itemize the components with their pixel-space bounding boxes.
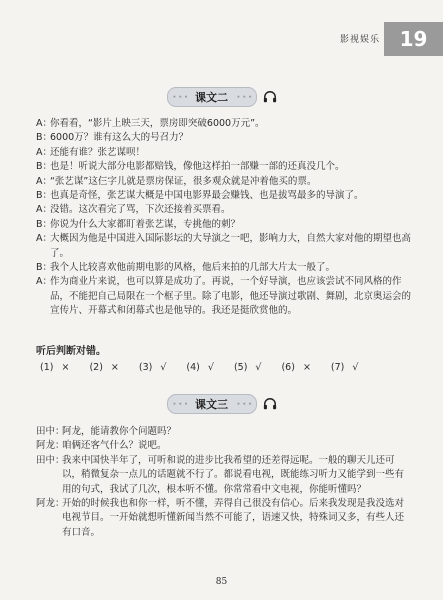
exercise-title: 听后判断对错。 — [36, 346, 106, 357]
speaker-label: B： — [36, 218, 53, 230]
decor-dots-icon: ••• — [236, 94, 255, 101]
answer-number: (1) — [40, 362, 54, 373]
answer-mark: × — [61, 362, 70, 373]
answer-item — [40, 362, 69, 373]
speaker-label: A： — [36, 118, 52, 129]
lesson-two-heading — [0, 86, 443, 108]
speaker-label: B： — [36, 132, 53, 144]
dialogue-line — [36, 160, 412, 174]
speech-text: 也真是奇怪，张艺谋大概是中国电影界最会赚钱、也是拔骂最多的导演了。 — [50, 190, 364, 202]
lesson-three-dialogue — [36, 425, 412, 540]
speech-text: 阿龙，能请教你个问题吗？ — [62, 426, 177, 437]
answer-mark: √ — [160, 362, 167, 373]
speech-text: 也是！听说大部分电影都赔钱，像他这样拍一部赚一部的还真没几个。 — [50, 161, 345, 173]
speech-text: 你看看，“影片上映三天，票房即突破6000万元”。 — [50, 118, 265, 129]
speech-text: 6000万？谁有这么大的号召力？ — [50, 132, 189, 144]
answer-number: (7) — [330, 362, 345, 373]
speaker-label: B： — [36, 161, 53, 173]
speech-text: 咱俩还客气什么？说吧。 — [62, 440, 167, 452]
speech-text: 我来中国快半年了，可听和说的进步比我希望的还差得远呢。一般的聊天儿还可以，稍微复杂一点儿的话题就不行了。都说看电视，既能练习听力又能学到一些有用的句式，我试了几次，根本听不懂。你常常看中文电视，你能听懂吗？ — [62, 454, 405, 495]
headphones-icon[interactable] — [263, 397, 277, 411]
answer-number: (4) — [186, 362, 200, 373]
section-tag: 影视娱乐 — [340, 35, 381, 45]
answer-item — [331, 362, 359, 373]
speaker-label: B： — [36, 190, 53, 202]
speech-text: 我个人比较喜欢他前期电影的风格，他后来拍的几部大片太一般了。 — [50, 262, 336, 274]
lesson-two-title-pill — [167, 87, 257, 107]
speech-text: 没错。这次看完了骂，下次还接着买票看。 — [50, 204, 231, 216]
answer-mark: √ — [255, 362, 262, 373]
answer-item — [234, 362, 262, 373]
dialogue-line — [36, 175, 412, 189]
speech-text: “张艺谋”这仨字儿就是票房保证，很多观众就是冲着他买的票。 — [50, 175, 317, 187]
speaker-label: A： — [36, 276, 52, 288]
dialogue-line — [36, 454, 412, 497]
lesson-two-title: 课文二 — [195, 91, 228, 104]
speaker-label: B： — [36, 262, 53, 274]
dialogue-line — [36, 218, 412, 232]
answer-number: (5) — [233, 362, 248, 373]
speaker-label: 阿龙： — [36, 440, 65, 452]
page-number: 85 — [215, 577, 228, 587]
dialogue-line — [36, 117, 412, 131]
answer-list — [40, 362, 378, 373]
speaker-label: 田中： — [36, 454, 65, 466]
dialogue-line — [36, 275, 412, 318]
dialogue-line — [36, 497, 412, 540]
dialogue-line — [36, 131, 412, 145]
dialogue-line — [36, 261, 412, 275]
answer-number: (2) — [89, 362, 103, 373]
answer-item — [139, 362, 167, 373]
speaker-label: 阿龙： — [36, 498, 65, 510]
decor-dots-icon: ••• — [236, 401, 255, 408]
answer-number: (6) — [281, 362, 295, 373]
answer-item — [89, 362, 118, 373]
speech-text: 作为商业片来说，也可以算是成功了。再说，一个好导演，也应该尝试不同风格的作品，不能把自己局限在一个框子里。除了电影，他还导演过歌剧、舞剧，北京奥运会的宣传片、开幕式和闭幕式也是他导的。我还是挺欣赏他的。 — [50, 276, 412, 317]
answer-item — [281, 362, 310, 373]
speech-text: 开始的时候我也和你一样，听不懂，弄得自己很没有信心。后来我发现是我没选对电视节目。一开始就想听懂新闻当然不可能了，语速又快，特殊词又多，有些人还有口音。 — [62, 498, 405, 538]
dialogue-line — [36, 203, 412, 217]
dialogue-line — [36, 189, 412, 203]
dialogue-line — [36, 146, 412, 160]
answer-item — [186, 362, 214, 373]
speaker-label: A： — [36, 233, 52, 245]
speaker-label: 田中： — [36, 426, 65, 437]
dialogue-line — [36, 439, 412, 453]
lesson-three-title: 课文三 — [195, 398, 228, 411]
lesson-two-dialogue — [36, 117, 412, 319]
answer-mark: × — [302, 362, 311, 373]
speaker-label: A： — [36, 204, 52, 216]
answer-mark: × — [110, 362, 119, 373]
speaker-label: A： — [36, 146, 52, 158]
answer-mark: √ — [207, 362, 214, 373]
speaker-label: A： — [36, 175, 52, 187]
speech-text: 你说为什么大家都盯着张艺谋，专挑他的刺？ — [50, 218, 241, 230]
chapter-number-badge: 19 — [384, 22, 443, 56]
answer-number: (3) — [138, 362, 153, 373]
speech-text: 还能有谁？张艺谋呗！ — [50, 146, 146, 158]
lesson-three-heading — [0, 393, 443, 415]
lesson-three-title-pill — [167, 394, 257, 414]
decor-dots-icon: ••• — [172, 401, 191, 408]
headphones-icon[interactable] — [263, 90, 277, 104]
decor-dots-icon: ••• — [172, 94, 191, 101]
speech-text: 大概因为他是中国进入国际影坛的大导演之一吧，影响力大，自然大家对他的期望也高了。 — [50, 233, 412, 259]
dialogue-line — [36, 232, 412, 261]
answer-mark: √ — [352, 362, 359, 373]
dialogue-line — [36, 425, 412, 439]
